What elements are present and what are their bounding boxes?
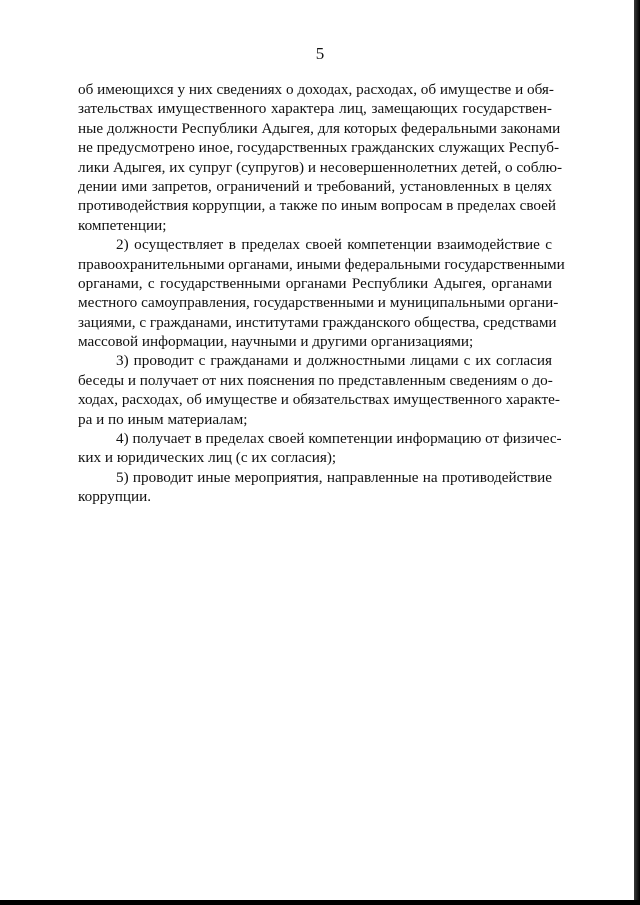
paragraph-item-4 xyxy=(78,429,562,468)
text-line: коррупции. xyxy=(78,488,152,506)
text-line: местного самоуправления, государственными и муниципальными органи- xyxy=(78,294,559,312)
scan-edge-bottom xyxy=(0,900,640,905)
text-line: правоохранительными органами, иными федеральными государственными xyxy=(78,255,565,273)
text-line: ные должности Республики Адыгея, для которых федеральными законами xyxy=(78,119,561,137)
page-number: 5 xyxy=(315,44,325,63)
text-line: массовой информации, научными и другими организациями; xyxy=(78,333,474,351)
paragraph-item-3 xyxy=(78,351,560,429)
paragraph-item-2 xyxy=(78,235,565,351)
text-line: зациями, с гражданами, институтами гражданского общества, средствами xyxy=(78,313,557,331)
text-line: ходах, расходах, об имуществе и обязательствах имущественного характе- xyxy=(78,391,560,409)
text-line: ких и юридических лиц (с их согласия); xyxy=(78,449,337,467)
text-line: об имеющихся у них сведениях о доходах, расходах, об имуществе и обя- xyxy=(78,81,554,98)
text-line: лики Адыгея, их супруг (супругов) и несовершеннолетних детей, о соблю- xyxy=(78,158,563,176)
text-line: зательствах имущественного характера лиц, замещающих государствен- xyxy=(78,100,552,118)
text-line: ра и по иным материалам; xyxy=(78,410,248,428)
text-line: беседы и получает от них пояснения по представленным сведениям о до- xyxy=(78,371,553,389)
document-body xyxy=(78,80,565,507)
text-line: дении ими запретов, ограничений и требований, установленных в целях xyxy=(78,177,552,195)
paragraph-continuation xyxy=(78,80,563,235)
text-line: компетенции; xyxy=(78,216,167,234)
text-line: 4) получает в пределах своей компетенции информацию от физичес- xyxy=(116,430,562,448)
text-line: 5) проводит иные мероприятия, направленные на противодействие xyxy=(116,468,552,486)
text-line: 2) осуществляет в пределах своей компетенции взаимодействие с xyxy=(116,236,552,254)
paragraph-item-5 xyxy=(78,468,552,507)
scan-edge-right xyxy=(634,0,640,905)
text-line: не предусмотрено иное, государственных гражданских служащих Респуб- xyxy=(78,139,560,157)
text-line: органами, с государственными органами Республики Адыгея, органами xyxy=(78,274,552,292)
text-line: противодействия коррупции, а также по иным вопросам в пределах своей xyxy=(78,197,557,215)
text-line: 3) проводит с гражданами и должностными лицами с их согласия xyxy=(116,352,552,370)
